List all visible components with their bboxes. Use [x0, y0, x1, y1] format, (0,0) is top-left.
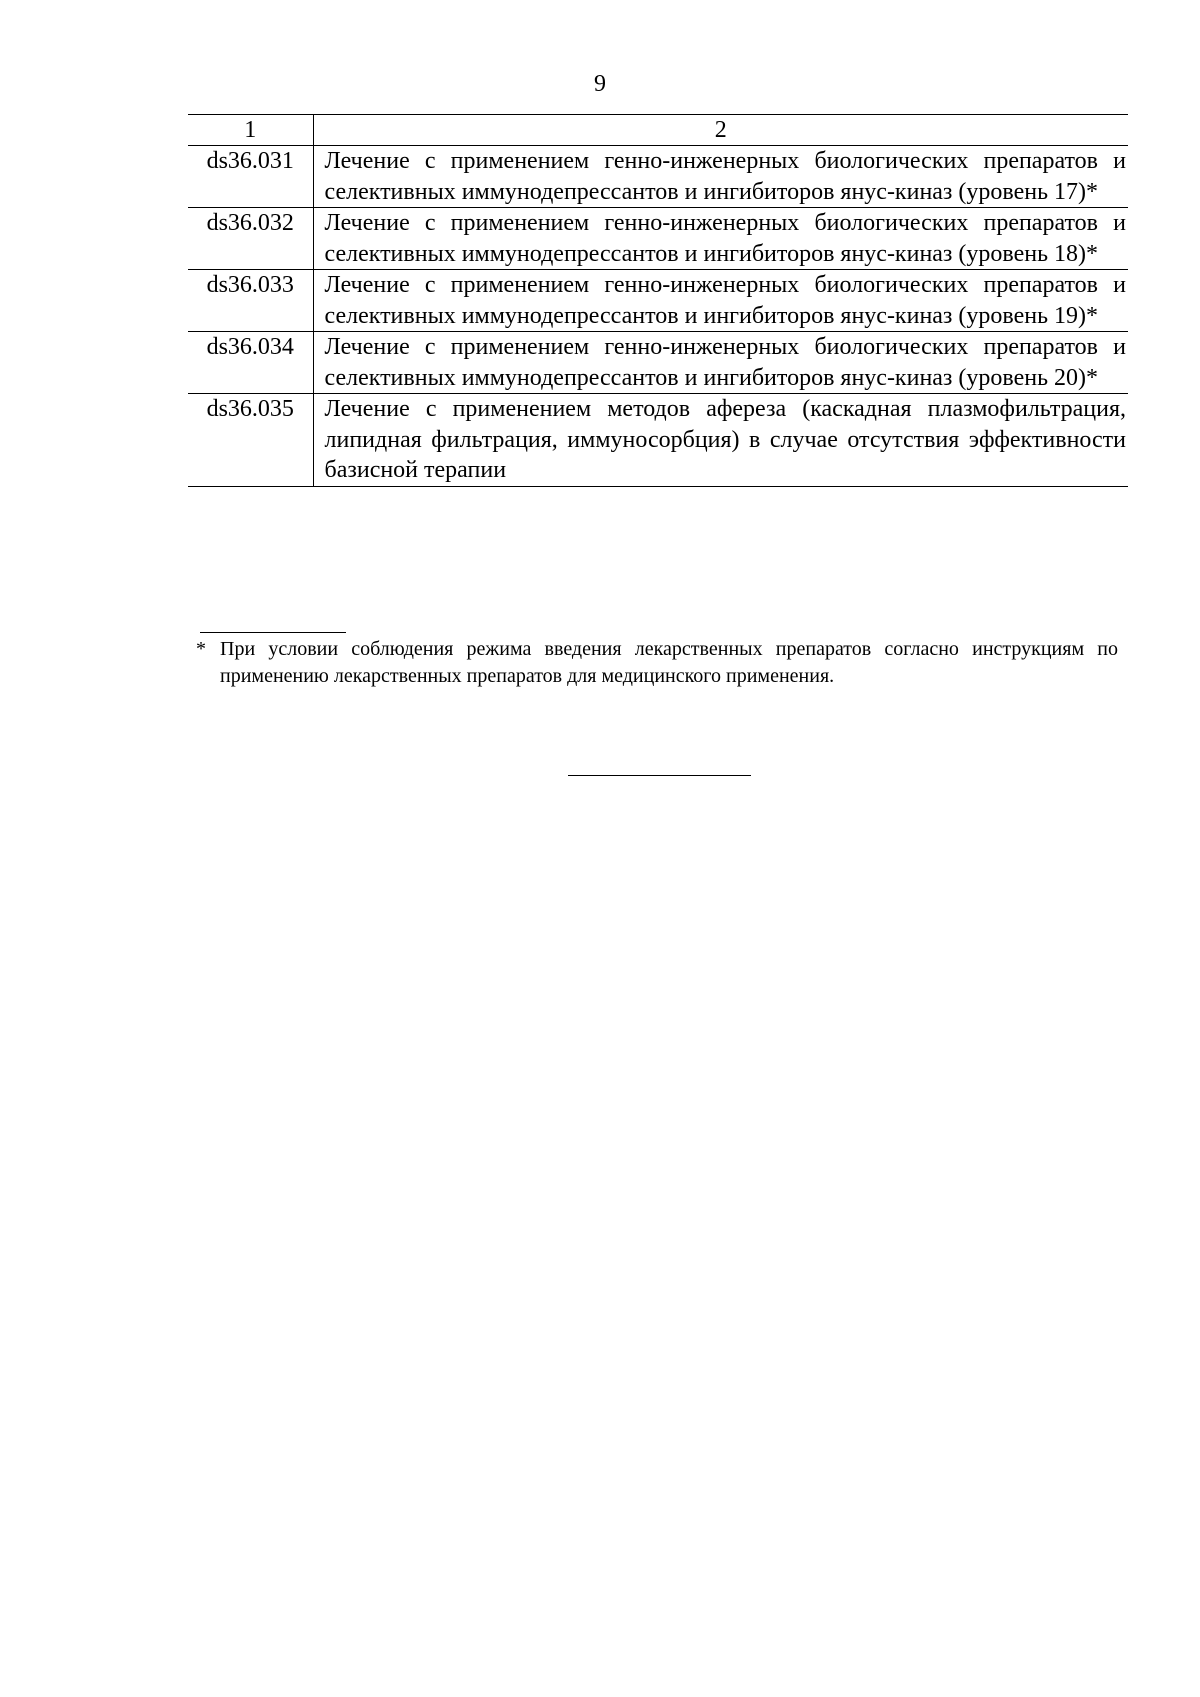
column-header-code: 1: [188, 115, 313, 146]
row-code: ds36.034: [188, 332, 313, 394]
row-code: ds36.035: [188, 394, 313, 487]
page-number: 9: [594, 71, 606, 97]
table-row: [188, 208, 1128, 270]
footnote: [196, 636, 1118, 690]
footnote-text: При условии соблюдения режима введения лекарственных препаратов согласно инструкциям по применению лекарственных препаратов для медицинского применения.: [220, 638, 1118, 687]
row-code: ds36.033: [188, 270, 313, 332]
table-row: [188, 270, 1128, 332]
table-row: [188, 332, 1128, 394]
row-description: Лечение с применением генно-инженерных биологических препаратов и селективных иммунодепрессантов и ингибиторов янус-киназ (уровень 20)*: [313, 332, 1128, 394]
row-code: ds36.032: [188, 208, 313, 270]
column-header-description: 2: [313, 115, 1128, 146]
table-row: [188, 394, 1128, 487]
footnote-separator: [200, 632, 346, 633]
row-description: Лечение с применением методов афереза (каскадная плазмофильтрация, липидная фильтрация, иммуносорбция) в случае отсутствия эффективности базисной терапии: [313, 394, 1128, 487]
row-code: ds36.031: [188, 146, 313, 208]
row-description: Лечение с применением генно-инженерных биологических препаратов и селективных иммунодепрессантов и ингибиторов янус-киназ (уровень 18)*: [313, 208, 1128, 270]
table-row: [188, 146, 1128, 208]
footnote-mark: *: [196, 638, 206, 660]
row-description: Лечение с применением генно-инженерных биологических препаратов и селективных иммунодепрессантов и ингибиторов янус-киназ (уровень 17)*: [313, 146, 1128, 208]
end-of-document-rule: [568, 775, 751, 776]
row-description: Лечение с применением генно-инженерных биологических препаратов и селективных иммунодепрессантов и ингибиторов янус-киназ (уровень 19)*: [313, 270, 1128, 332]
procedures-table: [188, 114, 1128, 487]
table-header-row: [188, 115, 1128, 146]
